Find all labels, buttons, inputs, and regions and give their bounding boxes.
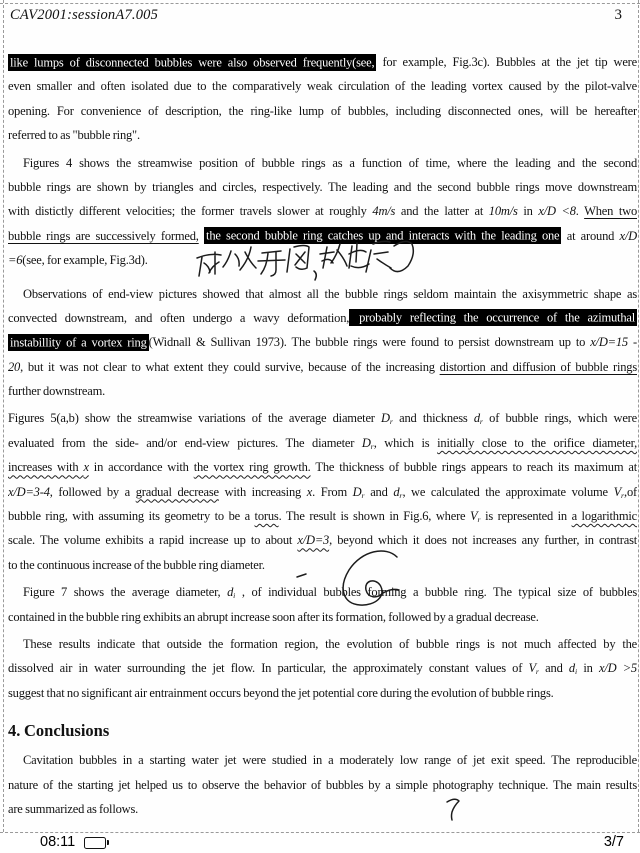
text-segment: the second bubble ring catches up and interacts with the leading one: [206, 228, 560, 243]
text-line: [8, 553, 637, 577]
text-segment: bubble ring, with assuming its geometry to be a: [8, 509, 255, 524]
text-segment: D: [381, 411, 390, 426]
text-segment: (Widnall & Sullivan 1973). The bubble rings were found to persist downstream up to: [148, 335, 591, 350]
text-segment: , but it was not clear to what extent they could survive, because of the increasing: [20, 359, 440, 374]
text-segment: , we calculated the approximate volume: [402, 484, 614, 499]
text-line: [8, 123, 637, 147]
paragraph: [8, 748, 637, 821]
text-segment: the vortex ring growth.: [193, 460, 311, 475]
text-segment: a logarithmic: [571, 509, 637, 524]
text-segment: 20: [8, 359, 21, 374]
text-segment: x/D >5: [598, 661, 637, 676]
text-segment: bubble rings are successively formed,: [8, 228, 199, 243]
text-segment: nature of the starting jet helped us to observe the behavior of bubbles by a simple photography technique. The main results: [8, 777, 637, 792]
text-line: [8, 681, 637, 705]
text-segment: Figures 4 shows the streamwise position of bubble rings as a function of time, where the leading and the second: [23, 155, 637, 170]
text-segment: r: [479, 417, 483, 427]
text-segment: and thickness: [392, 411, 474, 426]
text-line: [8, 224, 637, 248]
text-segment: V: [470, 509, 478, 524]
text-segment: .: [575, 204, 585, 219]
text-segment: initially close to the orifice diameter,: [437, 435, 637, 450]
text-segment: . The result is shown in Fig.6, where: [278, 509, 470, 524]
text-segment: 4m/s: [372, 204, 396, 219]
text-segment: x/D: [619, 228, 637, 243]
text-segment: x/D=15: [590, 335, 628, 350]
text-line: [8, 355, 637, 379]
text-line: [8, 455, 637, 479]
page-header: [10, 7, 626, 27]
page-indicator: 3/7: [603, 834, 624, 850]
text-segment: r: [361, 490, 365, 500]
text-segment: even smaller and often isolated due to the comparatively weak circulation of the leading vortex caused by the pilot-valve: [8, 79, 637, 94]
text-segment: d: [568, 661, 575, 676]
status-bar: [0, 834, 640, 853]
text-segment: distortion and diffusion of bubble rings: [439, 359, 637, 374]
text-segment: is represented in: [480, 509, 572, 524]
text-segment: for example, Fig.3c). Bubbles at the jet tip were: [376, 55, 637, 69]
text-segment: at around: [561, 228, 620, 243]
text-segment: r: [535, 667, 539, 677]
text-line: [8, 379, 637, 403]
text-segment: When two: [584, 204, 637, 219]
text-line: [8, 151, 637, 175]
text-segment: V: [613, 484, 621, 499]
paragraph: [8, 151, 637, 273]
text-segment: with increasing: [218, 484, 307, 499]
text-segment: , of individual bubbles forming a bubble ring. The typical size of bubbles: [235, 585, 637, 600]
text-segment: D: [361, 435, 371, 450]
paragraph: [8, 50, 637, 148]
text-line: [8, 480, 637, 504]
page-border-bottom: [0, 832, 640, 833]
text-line: [8, 605, 637, 629]
text-segment: of bubble rings, which were: [482, 411, 637, 426]
text-segment: instabillity of a vortex ring: [10, 335, 147, 350]
text-segment: referred to as "bubble ring".: [8, 128, 140, 143]
text-line: [8, 406, 637, 430]
text-line: [8, 282, 637, 306]
page-border-top: [0, 3, 640, 4]
text-segment: r: [621, 490, 625, 500]
text-segment: gradual decrease: [135, 484, 219, 499]
text-segment: 10m/s: [488, 204, 518, 219]
text-segment: r: [370, 441, 374, 451]
text-line: [8, 50, 637, 74]
text-segment: r: [399, 490, 403, 500]
text-line: [8, 748, 637, 772]
text-segment: and: [538, 661, 569, 676]
text-segment: x: [83, 460, 89, 475]
text-line: [8, 175, 637, 199]
text-segment: x/D <8: [538, 204, 576, 219]
text-segment: Observations of end-view pictures showed that almost all the bubble rings seldom maintain the axisymmetric shape as: [23, 286, 637, 301]
text-segment: (see, for example, Fig.3d).: [22, 253, 148, 268]
text-segment: , followed by a: [49, 484, 136, 499]
text-segment: probably reflecting the occurrence of the azimuthal: [351, 310, 635, 325]
text-segment: x/D=3-4: [8, 484, 50, 499]
battery-icon: [84, 837, 106, 849]
text-segment: like lumps of disconnected bubbles were also observed frequently(see,: [10, 55, 375, 69]
session-title: CAV2001:sessionA7.005: [10, 7, 159, 23]
page-border-left: [3, 0, 4, 832]
text-line: [8, 773, 637, 797]
text-line: [8, 199, 637, 223]
paragraph: [8, 406, 637, 577]
text-segment: Figures 5(a,b) show the streamwise variations of the average diameter: [8, 411, 382, 426]
text-segment: suggest that no significant air entrainment occurs beyond the jet potential core during the evolution of bubble rings.: [8, 685, 554, 700]
text-segment: scale. The volume exhibits a rapid increase up to about: [8, 533, 298, 548]
text-line: [8, 632, 637, 656]
text-segment: -: [628, 335, 637, 350]
text-segment: x/D=3: [297, 533, 330, 548]
text-segment: The thickness of bubble rings appears to reach its maximum at: [310, 460, 637, 475]
document-body: [8, 50, 637, 824]
text-segment: Cavitation bubbles in a starting water jet were studied in a moderately low range of jet exit speed. The reproducible: [23, 753, 637, 768]
text-segment: =6: [8, 253, 23, 268]
text-segment: in accordance with: [88, 460, 194, 475]
text-segment: in: [577, 661, 599, 676]
text-segment: increases with: [8, 460, 84, 475]
text-line: [8, 580, 637, 604]
text-segment: bubble rings are shown by triangles and circles, respectively. The leading and the second bubble rings move downstream: [8, 179, 637, 194]
text-segment: D: [352, 484, 362, 499]
text-segment: r: [477, 514, 481, 524]
text-segment: d: [473, 411, 480, 426]
page-number: 3: [614, 7, 622, 23]
text-segment: , beyond which it does not increases any further, in contrast: [329, 533, 637, 548]
text-line: [8, 504, 637, 528]
paragraph: [8, 580, 637, 629]
text-segment: dissolved air in water surrounding the jet flow. In particular, the approximately constant values of: [8, 661, 529, 676]
text-segment: torus: [254, 509, 279, 524]
clock-label: 08:11: [40, 834, 76, 850]
text-segment: i: [574, 667, 578, 677]
text-segment: and the latter at: [395, 204, 489, 219]
text-segment: with distictly different velocities; the former travels slower at roughly: [8, 204, 373, 219]
text-segment: to the continuous increase of the bubble ring diameter.: [8, 557, 265, 572]
text-segment: , which is: [373, 435, 438, 450]
text-segment: These results indicate that outside the formation region, the evolution of bubble rings is not much affected by the: [23, 636, 637, 651]
text-segment: further downstream.: [8, 384, 106, 399]
text-segment: d: [227, 585, 234, 600]
text-line: [8, 431, 637, 455]
text-line: [8, 99, 637, 123]
text-line: [8, 330, 637, 354]
text-line: [8, 74, 637, 98]
page-border-right: [638, 0, 639, 832]
text-segment: evaluated from the side- and/or end-view pictures. The diameter: [8, 435, 362, 450]
text-segment: . From: [312, 484, 353, 499]
text-segment: Figure 7 shows the average diameter,: [23, 585, 228, 600]
text-segment: are summarized as follows.: [8, 801, 139, 816]
text-segment: contained in the bubble ring exhibits an abrupt increase soon after its formation, followed by a gradual decrease.: [8, 609, 539, 624]
text-line: [8, 656, 637, 680]
text-line: [8, 248, 637, 272]
text-line: [8, 306, 637, 330]
text-segment: ,of: [624, 484, 637, 499]
paragraph: [8, 632, 637, 705]
text-segment: and: [364, 484, 394, 499]
text-segment: convected downstream, and often undergo a wavy deformation,: [8, 310, 350, 325]
text-line: [8, 797, 637, 821]
text-segment: x: [306, 484, 313, 499]
text-segment: opening. For convenience of description, the ring-like lump of bubbles, including disconnected ones, will be hereafter: [8, 103, 637, 118]
text-segment: in: [517, 204, 539, 219]
text-segment: r: [389, 417, 393, 427]
paragraph: [8, 282, 637, 404]
text-segment: d: [393, 484, 400, 499]
text-segment: i: [233, 591, 236, 601]
text-line: [8, 528, 637, 552]
text-segment: V: [528, 661, 536, 676]
section-heading: 4. Conclusions: [8, 721, 110, 741]
